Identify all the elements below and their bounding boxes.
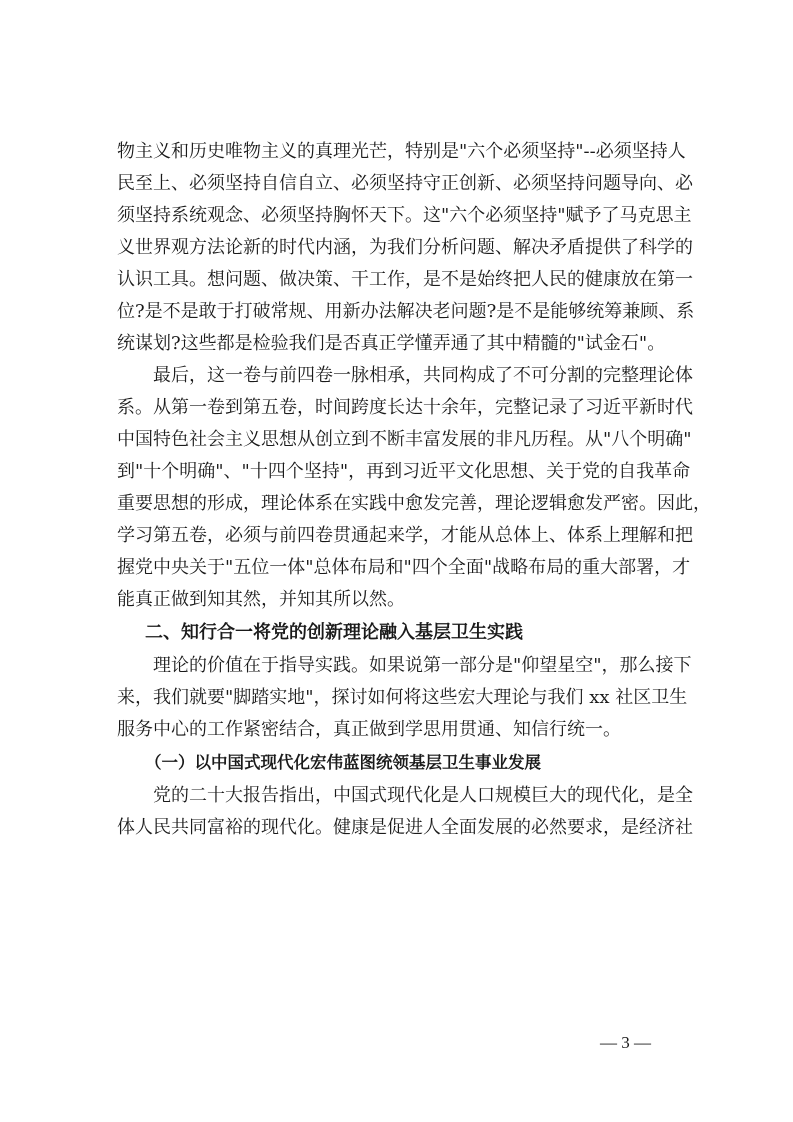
text-line: 位?是不是敢于打破常规、用新办法解决老问题?是不是能够统筹兼顾、系 [117,301,695,322]
subsection-heading: （一）以中国式现代化宏伟蓝图统领基层卫生事业发展 [145,753,541,772]
text-line: 理论的价值在于指导实践。如果说第一部分是"仰望星空"，那么接下 [153,655,692,676]
text-line: 须坚持系统观念、必须坚持胸怀天下。这"六个必须坚持"赋予了马克思主 [117,205,692,226]
page-number: — 3 — [600,1033,651,1052]
text-line: 来，我们就要"脚踏实地"，探讨如何将这些宏大理论与我们 xx 社区卫生 [117,687,688,708]
paragraph-practice-intro [117,650,692,746]
text-line: 最后，这一卷与前四卷一脉相承，共同构成了不可分割的完整理论体 [153,365,693,386]
text-line: 到"十个明确"、"十四个坚持"，再到习近平文化思想、关于党的自我革命 [117,461,691,482]
text-line: 统谋划?这些都是检验我们是否真正学懂弄通了其中精髓的"试金石"。 [117,333,666,354]
text-line: 重要思想的形成，理论体系在实践中愈发完善，理论逻辑愈发严密。因此， [117,493,711,514]
text-line: 学习第五卷，必须与前四卷贯通起来学，才能从总体上、体系上理解和把 [117,525,693,546]
section-heading: 二、知行合一将党的创新理论融入基层卫生实践 [145,622,523,643]
text-line: 物主义和历史唯物主义的真理光芒，特别是"六个必须坚持"--必须坚持人 [117,141,686,162]
text-line: 系。从第一卷到第五卷，时间跨度长达十余年，完整记录了习近平新时代 [117,397,693,418]
text-line: 体人民共同富裕的现代化。健康是促进人全面发展的必然要求，是经济社 [117,817,693,838]
text-line: 认识工具。想问题、做决策、干工作，是不是始终把人民的健康放在第一 [117,269,693,290]
document-page [117,136,711,844]
paragraph-modernization [117,780,693,844]
text-line: 服务中心的工作紧密结合，真正做到学思用贯通、知信行统一。 [117,719,621,740]
text-line: 党的二十大报告指出，中国式现代化是人口规模巨大的现代化，是全 [153,785,693,806]
text-line: 中国特色社会主义思想从创立到不断丰富发展的非凡历程。从"八个明确" [117,429,692,450]
paragraph-theory-continuation [117,136,695,360]
paragraph-lastly [117,360,711,616]
text-line: 义世界观方法论新的时代内涵，为我们分析问题、解决矛盾提供了科学的 [117,237,693,258]
text-line: 民至上、必须坚持自信自立、必须坚持守正创新、必须坚持问题导向、必 [117,173,693,194]
text-line: 握党中央关于"五位一体"总体布局和"四个全面"战略布局的重大部署，才 [117,557,691,578]
text-line: 能真正做到知其然，并知其所以然。 [117,589,405,610]
